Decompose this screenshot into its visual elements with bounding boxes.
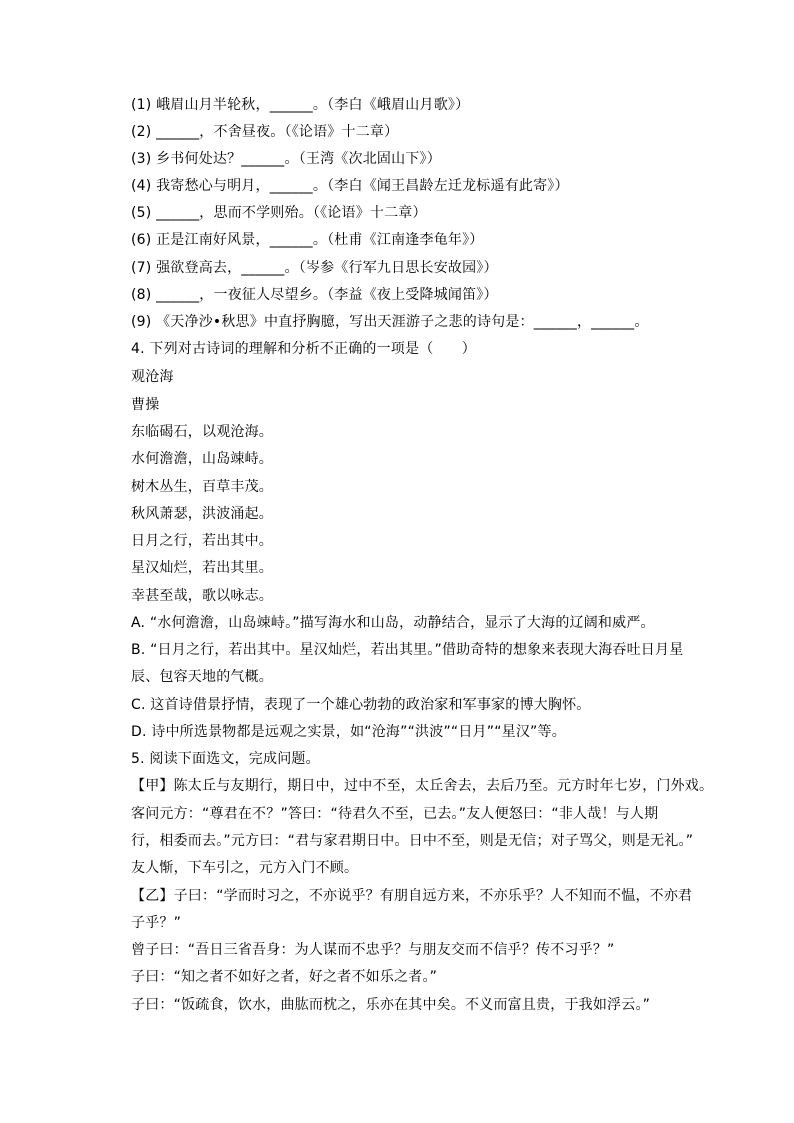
answer-blank[interactable]: ______ — [156, 287, 200, 303]
poem-line-7: 幸甚至哉，歌以咏志。 — [131, 588, 273, 604]
passage-yi-line-1: 【乙】子曰：“学而时习之，不亦说乎？有朋自远方来，不亦乐乎？人不知而不愠，不亦君 — [131, 888, 693, 904]
item-suffix: 。（岑参《行军九日思长安故园》） — [284, 260, 498, 276]
fill-blank-item-3 — [131, 149, 441, 169]
answer-blank[interactable]: ______ — [269, 232, 313, 248]
passage-jia-line-1: 【甲】陈太丘与友期行，期日中，过中不至，太丘舍去，去后乃至。元方时年七岁，门外戏。 — [131, 778, 714, 794]
passage-jia-line-3: 行，相委而去。”元方曰：“君与家君期日中。日中不至，则是无信；对子骂父，则是无礼。” — [131, 833, 694, 849]
fill-blank-item-2 — [131, 122, 398, 142]
item-prefix: 峨眉山月半轮秋， — [151, 97, 270, 113]
item-suffix: 。（李白《峨眉山月歌》） — [312, 97, 470, 113]
option-d[interactable]: D. 诗中所选景物都是远观之实景，如“沧海”“洪波”“日月”“星汉”等。 — [131, 724, 566, 740]
answer-blank[interactable]: ______ — [269, 97, 313, 113]
item-prefix: 《天净沙•秋思》中直抒胸臆，写出天涯游子之悲的诗句是： — [151, 314, 534, 330]
poem-line-6: 星汉灿烂，若出其里。 — [131, 560, 273, 576]
item-suffix: 。（李白《闻王昌龄左迁龙标遥有此寄》） — [312, 178, 569, 194]
item-suffix: ，不舍昼夜。（《论语》十二章） — [199, 124, 399, 140]
item-suffix: 。（杜甫《江南逢李龟年》） — [312, 232, 484, 248]
item-separator: ， — [576, 314, 592, 330]
item-suffix: 。（王湾《次北固山下》） — [284, 151, 441, 167]
passage-yi-line-2: 子乎？” — [131, 915, 182, 931]
fill-blank-item-7 — [131, 258, 498, 278]
answer-blank[interactable]: ______ — [241, 151, 285, 167]
passage-yi-line-3: 曾子曰：“吾日三省吾身：为人谋而不忠乎？与朋友交而不信乎？传不习乎？” — [131, 942, 615, 958]
passage-jia-line-2: 客问元方：“尊君在不？”答曰：“待君久不至，已去。”友人便怒曰：“非人哉！与人期 — [131, 806, 659, 822]
item-number: (2) — [131, 124, 152, 140]
poem-line-5: 日月之行，若出其中。 — [131, 533, 273, 549]
poem-line-3: 树木丛生，百草丰茂。 — [131, 479, 273, 495]
poem-line-4: 秋风萧瑟，洪波涌起。 — [131, 506, 273, 522]
poem-line-1: 东临碣石，以观沧海。 — [131, 424, 273, 440]
item-number: (5) — [131, 205, 152, 221]
option-b-line-1[interactable]: B. “日月之行，若出其中。星汉灿烂，若出其里。”借助奇特的想象来表现大海吞吐日月星 — [131, 642, 684, 658]
item-prefix: 乡书何处达？ — [151, 151, 242, 167]
passage-jia-line-4: 友人惭，下车引之，元方入门不顾。 — [131, 860, 359, 876]
item-number: (8) — [131, 287, 152, 303]
poem-title: 观沧海 — [131, 369, 174, 385]
question-5-stem: 5. 阅读下面选文，完成问题。 — [131, 751, 320, 767]
fill-blank-item-8 — [131, 285, 498, 305]
item-suffix: ，一夜征人尽望乡。（李益《夜上受降城闻笛》） — [199, 287, 498, 303]
answer-blank[interactable]: ______ — [269, 178, 313, 194]
item-number: (3) — [131, 151, 152, 167]
fill-blank-item-5 — [131, 203, 427, 223]
fill-blank-item-6 — [131, 230, 484, 250]
passage-yi-line-4: 子曰：“知之者不如好之者，好之者不如乐之者。” — [131, 969, 438, 985]
poem-author: 曹操 — [131, 397, 160, 413]
item-prefix: 我寄愁心与明月， — [151, 178, 270, 194]
answer-blank[interactable]: ______ — [241, 260, 285, 276]
option-b-line-2[interactable]: 辰、包容天地的气概。 — [131, 669, 273, 685]
answer-blank[interactable]: ______ — [533, 314, 577, 330]
answer-blank[interactable]: ______ — [156, 124, 200, 140]
item-prefix: 正是江南好风景， — [151, 232, 270, 248]
answer-blank[interactable]: ______ — [156, 205, 200, 221]
item-number: (4) — [131, 178, 152, 194]
item-suffix: 。 — [634, 314, 649, 330]
option-c[interactable]: C. 这首诗借景抒情，表现了一个雄心勃勃的政治家和军事家的博大胸怀。 — [131, 697, 591, 713]
fill-blank-item-9 — [131, 312, 649, 332]
fill-blank-item-1 — [131, 95, 469, 115]
item-number: (6) — [131, 232, 152, 248]
item-number: (9) — [131, 314, 152, 330]
option-a[interactable]: A. “水何澹澹，山岛竦峙。”描写海水和山岛，动静结合，显示了大海的辽阔和威严。 — [131, 615, 655, 631]
item-number: (1) — [131, 97, 152, 113]
item-number: (7) — [131, 260, 152, 276]
passage-yi-line-5: 子曰：“饭疏食，饮水，曲肱而枕之，乐亦在其中矣。不义而富且贵，于我如浮云。” — [131, 997, 651, 1013]
question-4-stem: 4. 下列对古诗词的理解和分析不正确的一项是（ ） — [131, 341, 477, 357]
item-prefix: 强欲登高去， — [151, 260, 242, 276]
answer-blank-2[interactable]: ______ — [591, 314, 635, 330]
poem-line-2: 水何澹澹，山岛竦峙。 — [131, 451, 273, 467]
item-suffix: ，思而不学则殆。（《论语》十二章） — [199, 205, 427, 221]
fill-blank-item-4 — [131, 176, 569, 196]
